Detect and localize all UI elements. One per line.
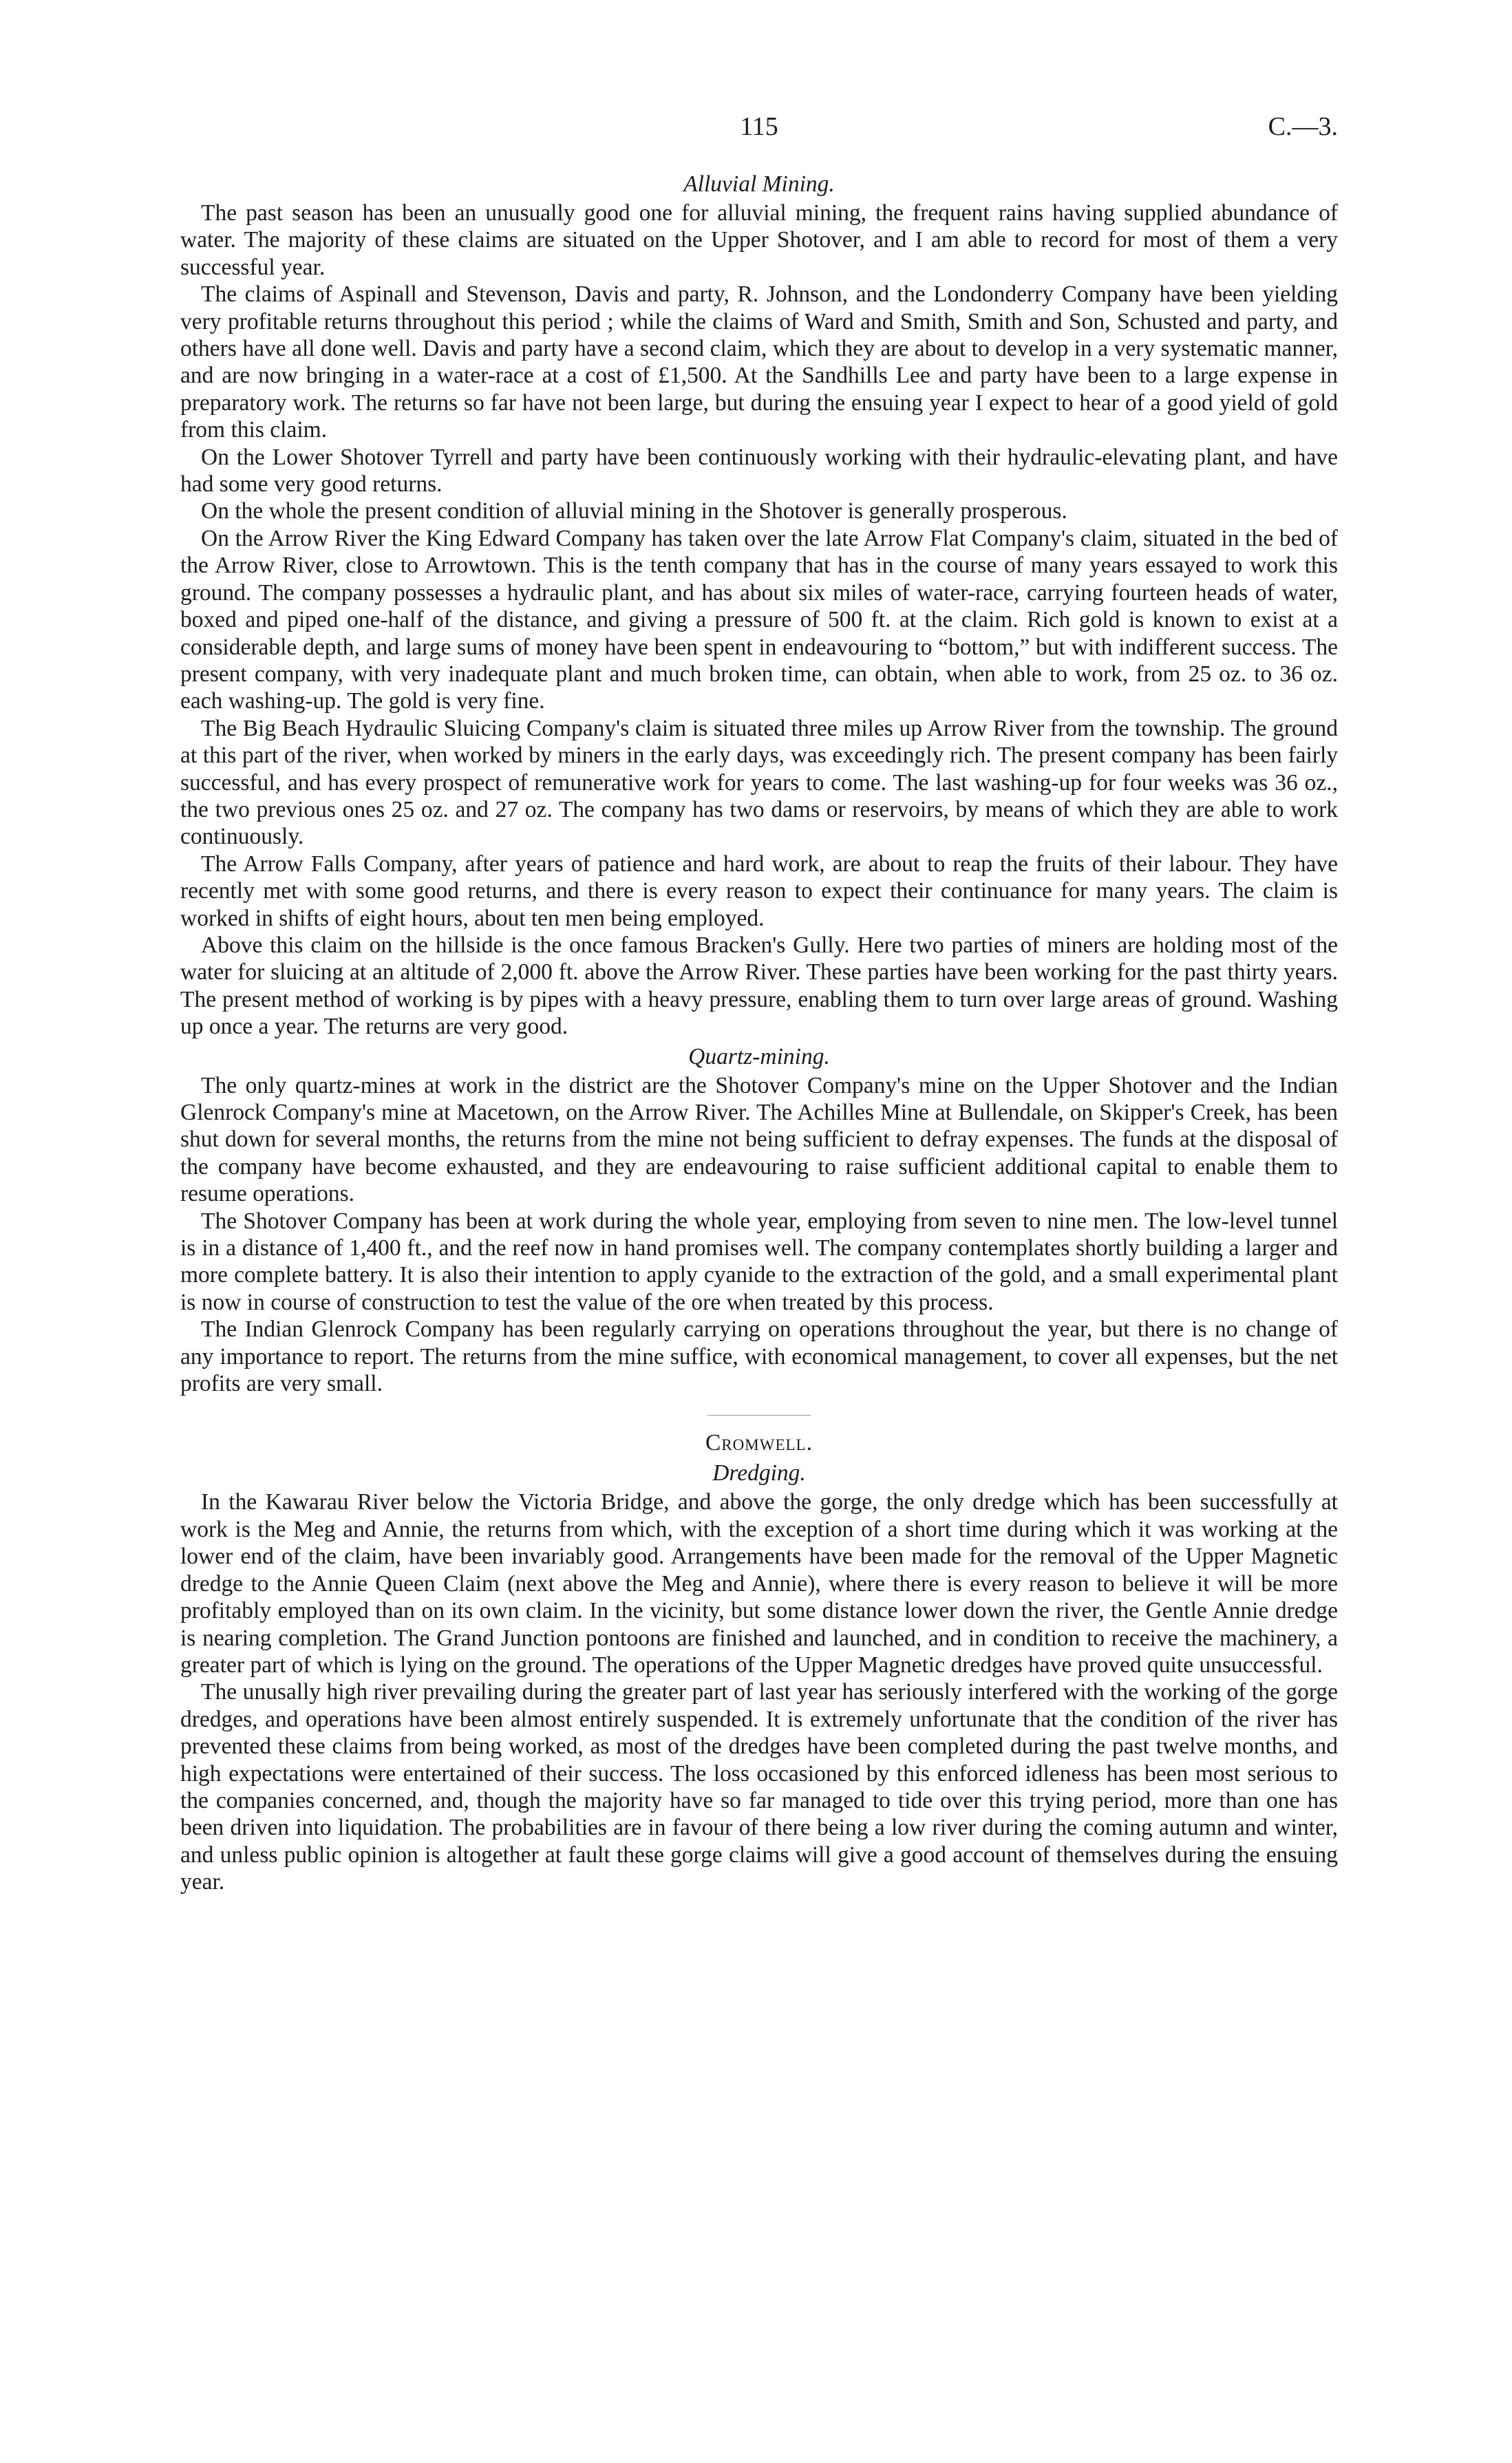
paragraph: The Arrow Falls Company, after years of patience and hard work, are about to reap the fruits of their labour. They have recently met with some good returns, and there is every reason to expect their continuance for many years. The claim is worked in shifts of eight hours, about ten men being employed. <box>180 851 1338 931</box>
paragraph: The Indian Glenrock Company has been regularly carrying on operations throughout the year, but there is no change of any importance to report. The returns from the mine suffice, with economical management, to cover all expenses, but the net profits are very small. <box>180 1316 1338 1397</box>
section-heading-quartz-mining: Quartz-mining. <box>688 1043 830 1069</box>
section-heading-dredging: Dredging. <box>712 1460 806 1486</box>
page-number: 115 <box>740 112 778 141</box>
document-reference: C.—3. <box>1268 112 1338 141</box>
paragraph: The Shotover Company has been at work during the whole year, employing from seven to nine men. The low-level tunnel is in a distance of 1,400 ft., and the reef now in hand promises well. The company contemplates shortly building a larger and more complete battery. It is also their intention to apply cyanide to the extraction of the gold, and a small experimental plant is now in course of construction to test the value of the ore when treated by this process. <box>180 1208 1338 1315</box>
district-heading-cromwell: Cromwell. <box>705 1430 813 1456</box>
document-page <box>180 110 1338 1896</box>
paragraph: The Big Beach Hydraulic Sluicing Company's claim is situated three miles up Arrow River from the township. The ground at this part of the river, when worked by miners in the early days, was exceedingly rich. The present company has been fairly successful, and has every prospect of remunerative work for years to come. The last washing-up for four weeks was 36 oz., the two previous ones 25 oz. and 27 oz. The company has two dams or reservoirs, by means of which they are able to work continuously. <box>180 715 1338 850</box>
section-divider <box>707 1415 811 1416</box>
paragraph: The claims of Aspinall and Stevenson, Davis and party, R. Johnson, and the Londonderry Company have been yielding very profitable returns throughout this period ; while the claims of Ward and Smith, Smith and Son, Schusted and party, and others have all done well. Davis and party have a second claim, which they are about to develop in a very systematic manner, and are now bringing in a water-race at a cost of £1,500. At the Sandhills Lee and party have been to a large expense in preparatory work. The returns so far have not been large, but during the ensuing year I expect to hear of a good yield of gold from this claim. <box>180 281 1338 443</box>
paragraph: On the Arrow River the King Edward Company has taken over the late Arrow Flat Company's claim, situated in the bed of the Arrow River, close to Arrowtown. This is the tenth company that has in the course of many years essayed to work this ground. The company possesses a hydraulic plant, and has about six miles of water-race, carrying fourteen heads of water, boxed and piped one-half of the distance, and giving a pressure of 500 ft. at the claim. Rich gold is known to exist at a considerable depth, and large sums of money have been spent in endeavouring to “bottom,” but with indifferent success. The present company, with very inadequate plant and much broken time, can obtain, when able to work, from 25 oz. to 36 oz. each washing-up. The gold is very fine. <box>180 525 1338 714</box>
paragraph: Above this claim on the hillside is the once famous Bracken's Gully. Here two parties of miners are holding most of the water for sluicing at an altitude of 2,000 ft. above the Arrow River. These parties have been working for the past thirty years. The present method of working is by pipes with a heavy pressure, enabling them to turn over large areas of ground. Washing up once a year. The returns are very good. <box>180 932 1338 1040</box>
paragraph: The unusally high river prevailing during the greater part of last year has seriously interfered with the working of the gorge dredges, and operations have been almost entirely suspended. It is extremely unfortunate that the condition of the river has prevented these claims from being worked, as most of the dredges have been completed during the past twelve months, and high expectations were entertained of their success. The loss occasioned by this enforced idleness has been most serious to the companies concerned, and, though the majority have so far managed to tide over this trying period, more than one has been driven into liquidation. The probabilities are in favour of there being a low river during the coming autumn and winter, and unless public opinion is altogether at fault these gorge claims will give a good account of themselves during the ensuing year. <box>180 1679 1338 1895</box>
section-heading-alluvial-mining: Alluvial Mining. <box>683 171 835 197</box>
paragraph: The past season has been an unusually good one for alluvial mining, the frequent rains having supplied abundance of water. The majority of these claims are situated on the Upper Shotover, and I am able to record for most of them a very successful year. <box>180 200 1338 280</box>
paragraph: In the Kawarau River below the Victoria Bridge, and above the gorge, the only dredge which has been successfully at work is the Meg and Annie, the returns from which, with the exception of a short time during which it was working at the lower end of the claim, have been invariably good. Arrangements have been made for the removal of the Upper Magnetic dredge to the Annie Queen Claim (next above the Meg and Annie), where there is every reason to believe it will be more profitably employed than on its own claim. In the vicinity, but some distance lower down the river, the Gentle Annie dredge is nearing completion. The Grand Junction pontoons are finished and launched, and in condition to receive the machinery, a greater part of which is lying on the ground. The operations of the Upper Magnetic dredges have proved quite unsuccessful. <box>180 1489 1338 1678</box>
paragraph: The only quartz-mines at work in the district are the Shotover Company's mine on the Upper Shotover and the Indian Glenrock Company's mine at Macetown, on the Arrow River. The Achilles Mine at Bullendale, on Skipper's Creek, has been shut down for several months, the returns from the mine not being sufficient to defray expenses. The funds at the disposal of the company have become exhausted, and they are endeavouring to raise sufficient additional capital to enable them to resume operations. <box>180 1072 1338 1207</box>
page-header <box>180 110 1338 151</box>
paragraph: On the Lower Shotover Tyrrell and party have been continuously working with their hydraulic-elevating plant, and have had some very good returns. <box>180 444 1338 498</box>
paragraph: On the whole the present condition of alluvial mining in the Shotover is generally prosperous. <box>201 498 1067 524</box>
